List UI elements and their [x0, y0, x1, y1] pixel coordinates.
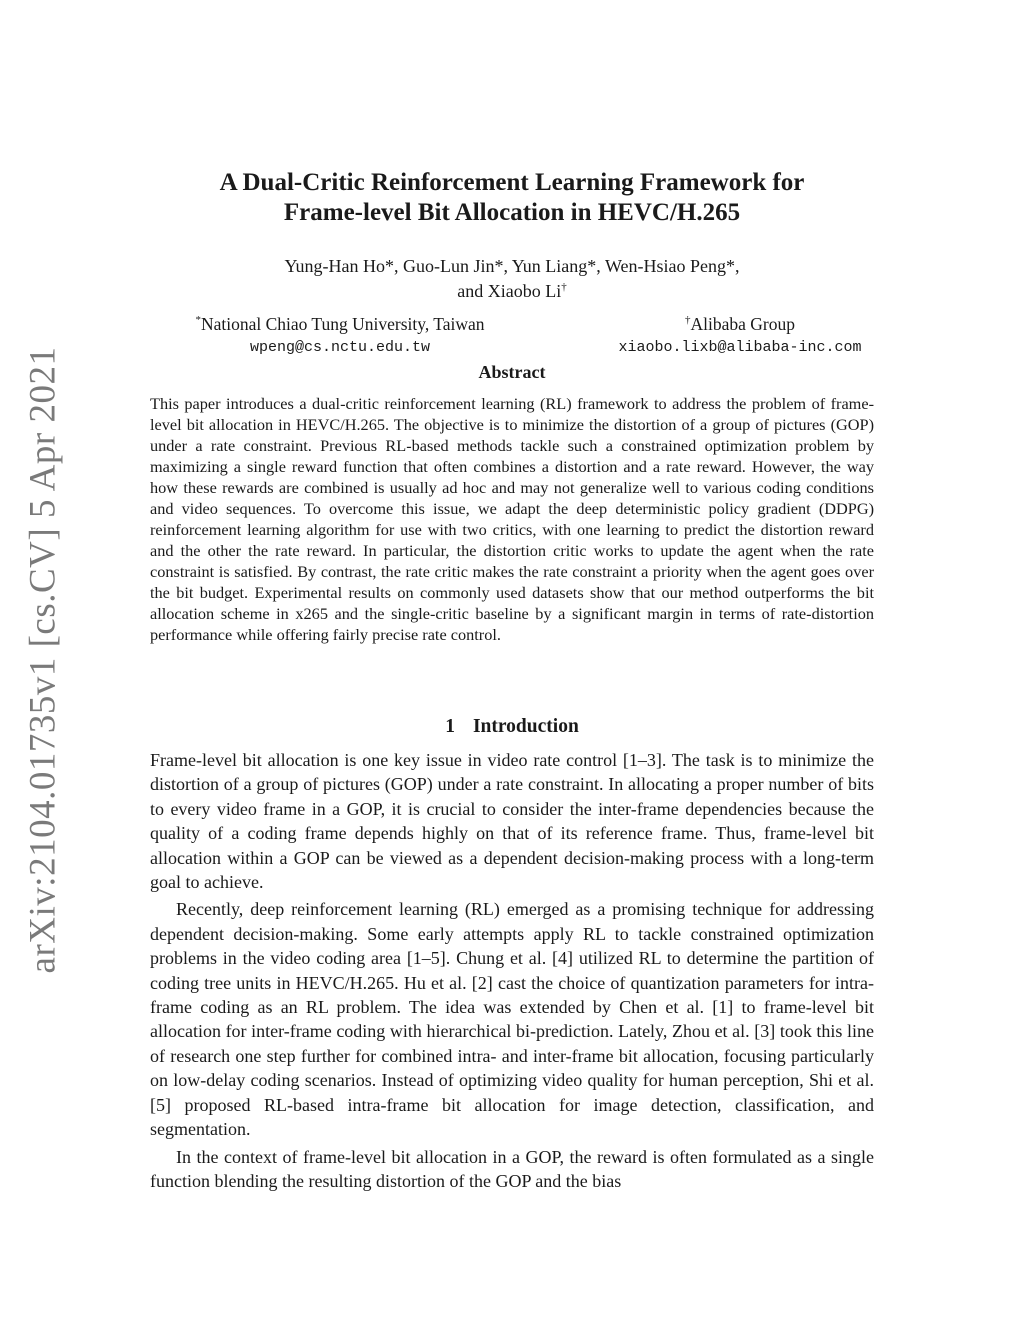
affiliation-name: Alibaba Group	[690, 314, 795, 334]
arxiv-stamp	[18, 346, 68, 974]
abstract-heading: Abstract	[478, 362, 546, 382]
paragraph: Frame-level bit allocation is one key issue in video rate control [1–3]. The task is to minimize the distortion of a group of pictures (GOP) under a rate constraint. In allocating a proper number of bits to every video frame in a GOP, it is crucial to consider the inter-frame dependencies because the quality of a coding frame depends highly on that of its reference frame. Thus, frame-level bit allocation within a GOP can be viewed as a dependent decision-making process with a long-term goal to achieve.	[150, 750, 874, 893]
affiliation-email: wpeng@cs.nctu.edu.tw	[249, 339, 431, 356]
affiliation-name-line	[600, 312, 880, 336]
authors-line-2-text: and Xiaobo Li	[457, 281, 562, 301]
paper-title	[150, 168, 874, 228]
paragraph: In the context of frame-level bit allocation in a GOP, the reward is often formulated as a single function blending the resulting distortion of the GOP and the bias	[150, 1146, 874, 1191]
title-line-2: Frame-level Bit Allocation in HEVC/H.265	[283, 199, 741, 226]
affiliation-alibaba	[600, 312, 880, 360]
arxiv-stamp-text: arXiv:2104.01735v1 [cs.CV] 5 Apr 2021	[22, 346, 64, 974]
affiliation-name: National Chiao Tung University, Taiwan	[200, 314, 485, 334]
authors-line-1: Yung-Han Ho*, Guo-Lun Jin*, Yun Liang*, Wen-Hsiao Peng*,	[284, 256, 740, 276]
affiliation-nctu	[160, 312, 520, 360]
introduction-body	[150, 748, 874, 1193]
affiliation-name-line	[160, 312, 520, 336]
section-title: Introduction	[472, 716, 579, 737]
authors-line-2	[150, 279, 874, 304]
paragraph: Recently, deep reinforcement learning (RL) emerged as a promising technique for addressing dependent decision-making. Some early attempts apply RL to tackle constrained optimization problems in the video coding area [1–5]. Chung et al. [4] utilized RL to determine the partition of coding tree units in HEVC/H.265. Hu et al. [2] cast the choice of quantization parameters for intra-frame coding as an RL problem. The idea was extended by Chen et al. [1] to frame-level bit allocation for inter-frame coding with hierarchical bi-prediction. Lately, Zhou et al. [3] took this line of research one step further for combined intra- and inter-frame bit allocation, focusing particularly on low-delay coding scenarios. Instead of optimizing video quality for human perception, Shi et al. [5] proposed RL-based intra-frame bit allocation for image detection, classification, and segmentation.	[150, 899, 874, 1140]
affiliation-mark: †	[685, 314, 691, 327]
affiliation-email: xiaobo.lixb@alibaba-inc.com	[618, 339, 862, 356]
author-mark: †	[561, 281, 567, 293]
section-heading	[150, 716, 874, 738]
title-line-1: A Dual-Critic Reinforcement Learning Framework for	[219, 169, 805, 196]
affiliation-mark: *	[195, 314, 201, 327]
section-number: 1	[445, 716, 455, 737]
abstract-text: This paper introduces a dual-critic reinforcement learning (RL) framework to address the problem of frame-level bit allocation in HEVC/H.265. The objective is to minimize the distortion of a group of pictures (GOP) under a rate constraint. Previous RL-based methods tackle such a constrained optimization problem by maximizing a single reward function that often combines a distortion and a rate reward. However, the way how these rewards are combined is usually ad hoc and may not generalize well to various coding conditions and video sequences. To overcome this issue, we adapt the deep deterministic policy gradient (DDPG) reinforcement learning algorithm for use with two critics, with one learning to predict the distortion reward and the other the rate reward. In particular, the distortion critic works to update the agent when the rate constraint is satisfied. By contrast, the rate critic makes the rate constraint a priority when the agent goes over the bit budget. Experimental results on commonly used datasets show that our method outperforms the bit allocation scheme in x265 and the single-critic baseline by a significant margin in terms of rate-distortion performance while offering fairly precise rate control.	[150, 394, 874, 644]
author-list	[150, 254, 874, 304]
